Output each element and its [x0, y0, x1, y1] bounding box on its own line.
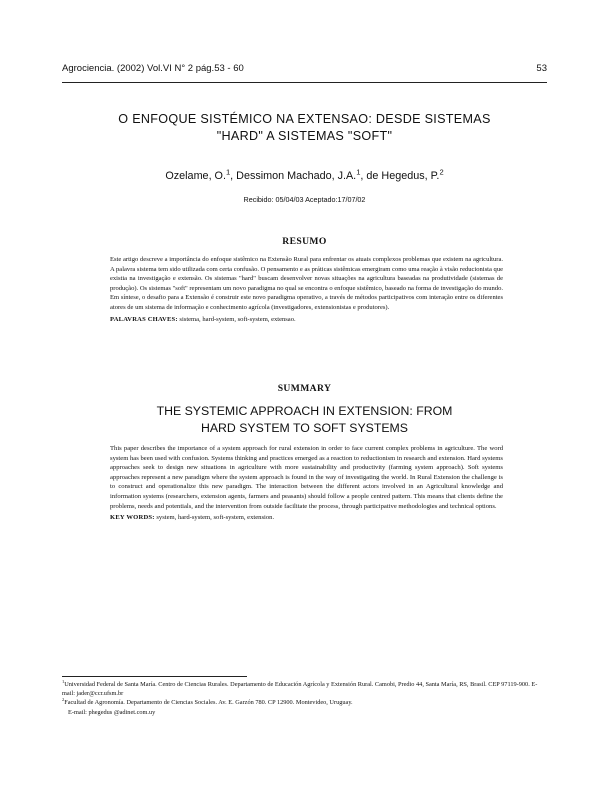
resumo-keywords-label: PALAVRAS CHAVES: [110, 315, 178, 323]
summary-heading: SUMMARY [277, 383, 332, 394]
summary-keywords-list: system, hard-system, soft-system, extension. [156, 514, 275, 522]
header-rule [62, 82, 547, 83]
footnote-2-text: Facultad de Agronomía. Departamento de Ciencias Sociales. Av. E. Garzón 780. CP 12900. Montevideo, Uruguay. [64, 699, 353, 707]
summary-keywords [110, 513, 503, 523]
footnote-1-marker: 1 [62, 678, 65, 684]
resumo-heading: RESUMO [282, 236, 327, 247]
author-1: Ozelame, O. [165, 170, 226, 182]
author-3: de Hegedus, P. [366, 170, 440, 182]
resumo-text: Este artigo descreve a importância do enfoque sistêmico na Extensão Rural para enfrentar os atuais complexos problemas que existem na agricultura. A palavra sistema tem sido utilizada com certa confusão. O pensamento e as práticas sistêmicas emergiram como uma reação à visão reducionista que existia na investigação e extensão. Os sistemas "hard" buscam desenvolver novas situações na agricultura baseadas na produtividade (sistemas de produção). Os sistemas "soft" representam um novo paradigma no qual se encontra o enfoque sistêmico, baseado na forma de investigação do mundo. Em síntese, o desafio para a Extensão é construir este novo paradigma operativo, a través de métodos participativos com interação entre os diferentes atores de um sistema de informação e conhecimento agrícola (investigadores, extensionistas e produtores). [110, 256, 503, 311]
resumo-abstract [110, 255, 503, 324]
author-3-affiliation: 2 [439, 167, 444, 177]
footnote-2-marker: 2 [62, 697, 65, 703]
footnote-1-text: Universidad Federal de Santa María. Centro de Ciencias Rurales. Departamento de Educación Agrícola y Extensión Rural. Camobi, Predio 44, Santa María, RS, Brasil. CEP 97119-900. E-mail: jader@ccr.ufsm.br [62, 681, 538, 698]
article-title-line-2: "HARD" A SISTEMAS "SOFT" [216, 129, 393, 143]
article-title [62, 111, 547, 145]
page-number: 53 [536, 63, 547, 74]
english-title-line-1: THE SYSTEMIC APPROACH IN EXTENSION: FROM [156, 404, 453, 418]
author-list: Ozelame, O.$^1$, Dessimon Machado, J.A.$^1$, de Hegedus, P.$^2$ [165, 167, 444, 182]
author-2-affiliation: 1 [356, 167, 361, 177]
journal-citation: Agrociencia. (2002) Vol.VI N° 2 pág.53 - 60 [62, 63, 244, 74]
footnote-2 [62, 698, 547, 707]
english-title [62, 403, 547, 437]
english-title-line-2: HARD SYSTEM TO SOFT SYSTEMS [200, 421, 409, 435]
running-header [62, 63, 547, 79]
summary-keywords-label: KEY WORDS: [110, 514, 155, 522]
footnote-rule [62, 676, 247, 677]
received-accepted-dates: Recibido: 05/04/03 Aceptado:17/07/02 [243, 195, 366, 204]
summary-text: This paper describes the importance of a system approach for rural extension in order to face current complex problems in agriculture. The word system has been used with confusion. Systems thinking and practices emerged as a reaction to reductionism in research and extension. Hard systems approaches seek to design new situations in agriculture with more sustainability and productivity (farming system approach). Soft systems approaches represent a new paradigm where the system approach is found in the way of investigating the world. In Rural Extension the challenge is to construct and operationalize this new paradigm. The interaction between the different actors involved in an Agricultural knowledge and information systems (researchers, extension agents, farmers and peasants) should follow a people centred pattern. This means that clients define the problems, needs and potentials, and the intervention from outside facilitate the process, through participative methodologies and technical options. [110, 445, 503, 510]
resumo-keywords-list: sistema, hard-system, soft-system, extensao. [179, 315, 296, 323]
resumo-keywords [110, 315, 503, 325]
footnotes [62, 680, 547, 717]
footnote-1 [62, 680, 547, 698]
footnote-2-email: E-mail: phegedus @adinet.com.uy [68, 708, 156, 716]
author-2: Dessimon Machado, J.A. [236, 170, 357, 182]
article-title-line-1: O ENFOQUE SISTÉMICO NA EXTENSAO: DESDE SISTEMAS [118, 112, 491, 126]
author-1-affiliation: 1 [225, 167, 231, 177]
summary-abstract [110, 444, 503, 523]
